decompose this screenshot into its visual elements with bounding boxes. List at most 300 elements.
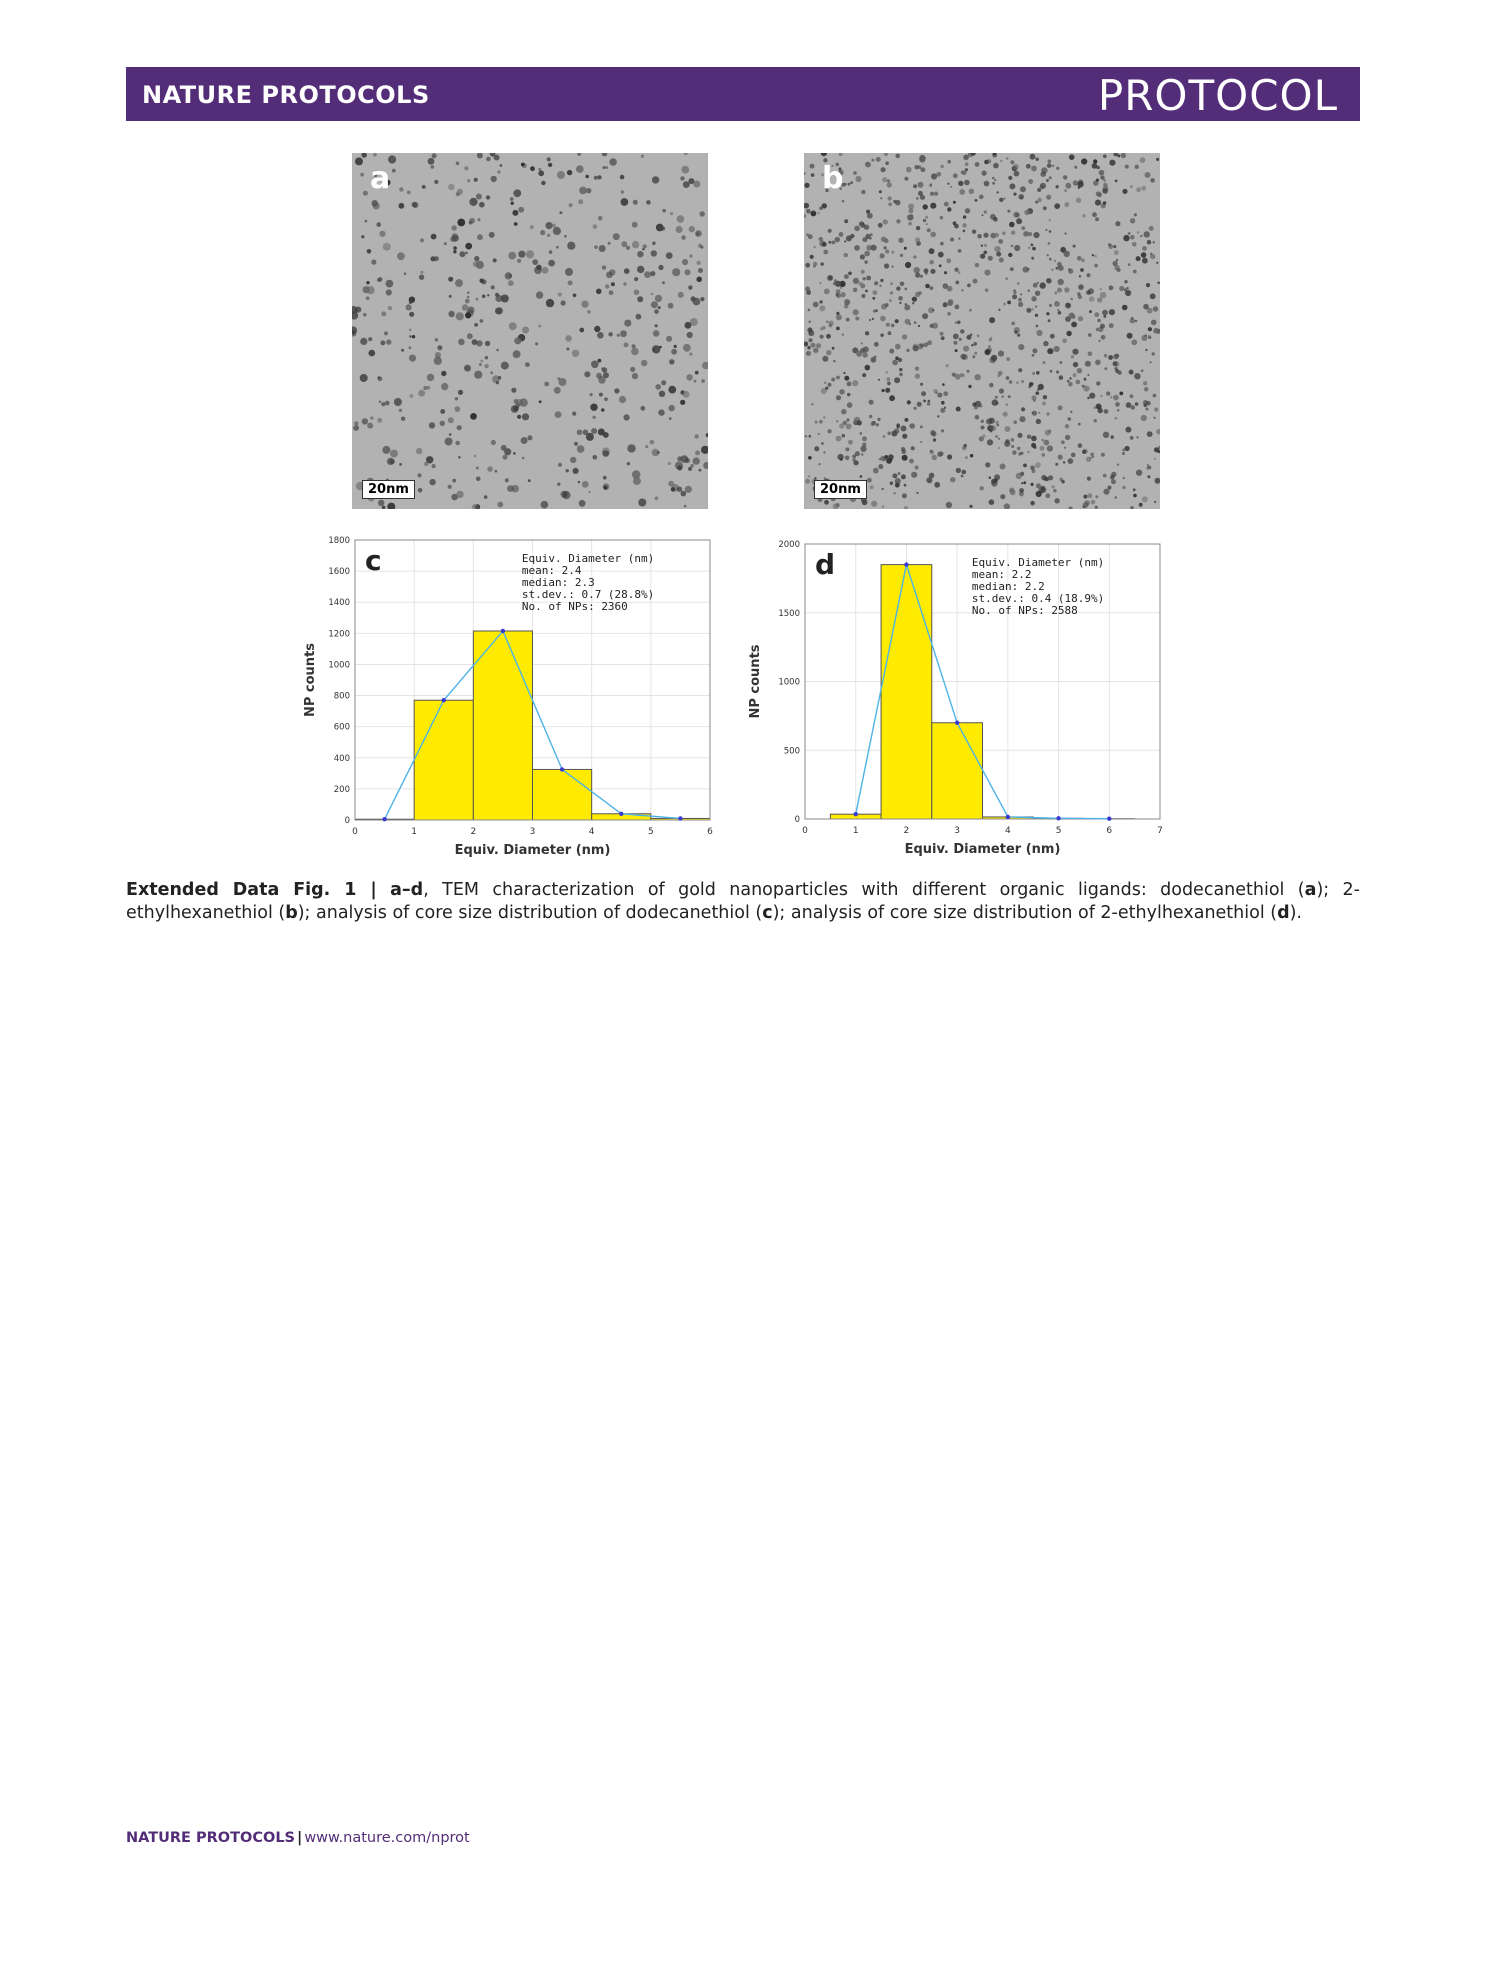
- nanoparticle-dot: [497, 170, 500, 173]
- nanoparticle-dot: [609, 290, 614, 295]
- nanoparticle-dot: [562, 491, 570, 499]
- nanoparticle-dot: [998, 239, 1003, 244]
- nanoparticle-dot: [1027, 435, 1031, 439]
- nanoparticle-dot: [1141, 186, 1146, 191]
- nanoparticle-dot: [448, 311, 454, 317]
- nanoparticle-dot: [1103, 179, 1106, 182]
- nanoparticle-dot: [1095, 360, 1101, 366]
- nanoparticle-dot: [605, 284, 609, 288]
- caption-ref-a: a: [1304, 880, 1317, 900]
- nanoparticle-dot: [678, 292, 684, 298]
- nanoparticle-dot: [505, 272, 512, 279]
- nanoparticle-dot: [1015, 212, 1020, 217]
- y-tick-label: 1800: [328, 536, 350, 546]
- nanoparticle-dot: [1117, 464, 1119, 466]
- nanoparticle-dot: [360, 173, 364, 177]
- scale-bar-b: 20nm: [814, 480, 867, 499]
- nanoparticle-dot: [824, 500, 829, 505]
- nanoparticle-dot: [902, 334, 907, 339]
- nanoparticle-dot: [638, 499, 646, 507]
- nanoparticle-dot: [1097, 192, 1102, 197]
- nanoparticle-dot: [353, 425, 359, 431]
- nanoparticle-dot: [1072, 349, 1078, 355]
- nanoparticle-dot: [423, 386, 427, 390]
- nanoparticle-dot: [467, 296, 470, 299]
- nanoparticle-dot: [387, 458, 394, 465]
- nanoparticle-dot: [1049, 304, 1052, 307]
- nanoparticle-dot: [963, 346, 969, 352]
- panel-label-d: d: [815, 548, 836, 581]
- nanoparticle-dot: [808, 234, 813, 239]
- nanoparticle-dot: [521, 437, 528, 444]
- nanoparticle-dot: [1114, 265, 1119, 270]
- nanoparticle-dot: [1136, 187, 1141, 192]
- nanoparticle-dot: [451, 494, 458, 501]
- nanoparticle-dot: [896, 423, 900, 427]
- nanoparticle-dot: [834, 279, 837, 282]
- nanoparticle-dot: [1031, 296, 1036, 301]
- nanoparticle-dot: [930, 260, 934, 264]
- nanoparticle-dot: [1115, 369, 1119, 373]
- nanoparticle-dot: [386, 289, 392, 295]
- nanoparticle-dot: [977, 234, 981, 238]
- nanoparticle-dot: [368, 337, 372, 341]
- nanoparticle-dot: [1108, 355, 1113, 360]
- nanoparticle-dot: [948, 299, 954, 305]
- nanoparticle-dot: [1136, 436, 1138, 438]
- nanoparticle-dot: [1048, 160, 1052, 164]
- nanoparticle-dot: [955, 281, 959, 285]
- nanoparticle-dot: [853, 288, 858, 293]
- nanoparticle-dot: [652, 176, 659, 183]
- nanoparticle-dot: [614, 388, 619, 393]
- nanoparticle-dot: [1152, 352, 1155, 355]
- nanoparticle-dot: [1113, 153, 1118, 156]
- nanoparticle-dot: [1140, 157, 1146, 163]
- x-tick-label: 4: [588, 827, 595, 837]
- nanoparticle-dot: [912, 297, 917, 302]
- nanoparticle-dot: [658, 265, 663, 270]
- nanoparticle-dot: [688, 285, 692, 289]
- nanoparticle-dot: [958, 249, 962, 253]
- nanoparticle-dot: [898, 472, 901, 475]
- nanoparticle-dot: [906, 167, 912, 173]
- nanoparticle-dot: [913, 255, 916, 258]
- nanoparticle-dot: [1026, 308, 1031, 313]
- nanoparticle-dot: [366, 281, 369, 284]
- nanoparticle-dot: [458, 339, 465, 346]
- nanoparticle-dot: [995, 435, 998, 438]
- nanoparticle-dot: [818, 433, 820, 435]
- page-footer: [126, 1830, 470, 1846]
- y-tick-label: 800: [333, 691, 350, 702]
- nanoparticle-dot: [432, 153, 437, 158]
- stats-line: mean: 2.4: [521, 564, 582, 577]
- nanoparticle-dot: [530, 225, 534, 229]
- nanoparticle-dot: [474, 371, 482, 379]
- nanoparticle-dot: [651, 301, 658, 308]
- nanoparticle-dot: [487, 466, 493, 472]
- nanoparticle-dot: [1047, 254, 1049, 256]
- nanoparticle-dot: [1109, 244, 1114, 249]
- nanoparticle-dot: [939, 264, 942, 267]
- nanoparticle-dot: [586, 188, 591, 193]
- nanoparticle-dot: [1021, 380, 1024, 383]
- nanoparticle-dot: [1059, 361, 1062, 364]
- nanoparticle-dot: [1096, 328, 1100, 332]
- nanoparticle-dot: [383, 243, 391, 251]
- nanoparticle-dot: [844, 219, 848, 223]
- nanoparticle-dot: [932, 455, 937, 460]
- nanoparticle-dot: [1069, 377, 1071, 379]
- nanoparticle-dot: [824, 289, 830, 295]
- nanoparticle-dot: [821, 388, 827, 394]
- nanoparticle-dot: [911, 472, 917, 478]
- nanoparticle-dot: [557, 483, 560, 486]
- stats-heading: Equiv. Diameter (nm): [971, 556, 1105, 569]
- nanoparticle-dot: [962, 171, 967, 176]
- nanoparticle-dot: [1035, 314, 1038, 317]
- nanoparticle-dot: [617, 334, 620, 337]
- nanoparticle-dot: [1013, 164, 1019, 170]
- nanoparticle-dot: [835, 237, 840, 242]
- nanoparticle-dot: [1018, 298, 1022, 302]
- nanoparticle-dot: [937, 415, 939, 417]
- nanoparticle-dot: [399, 463, 402, 466]
- nanoparticle-dot: [888, 331, 892, 335]
- nanoparticle-dot: [818, 463, 820, 465]
- nanoparticle-dot: [883, 435, 886, 438]
- nanoparticle-dot: [1056, 267, 1059, 270]
- nanoparticle-dot: [987, 439, 993, 445]
- nanoparticle-dot: [896, 219, 900, 223]
- nanoparticle-dot: [458, 390, 463, 395]
- nanoparticle-dot: [1032, 372, 1035, 375]
- nanoparticle-dot: [1126, 287, 1128, 289]
- nanoparticle-dot: [590, 393, 593, 396]
- nanoparticle-dot: [1103, 154, 1107, 158]
- distribution-point: [955, 721, 959, 725]
- nanoparticle-dot: [1125, 165, 1129, 169]
- nanoparticle-dot: [886, 323, 890, 327]
- nanoparticle-dot: [1049, 230, 1052, 233]
- nanoparticle-dot: [817, 212, 819, 214]
- nanoparticle-dot: [653, 330, 660, 337]
- nanoparticle-dot: [1049, 258, 1052, 261]
- nanoparticle-dot: [1036, 330, 1042, 336]
- nanoparticle-dot: [495, 470, 498, 473]
- nanoparticle-dot: [608, 332, 612, 336]
- stats-heading: Equiv. Diameter (nm): [521, 552, 655, 565]
- nanoparticle-dot: [453, 250, 456, 253]
- nanoparticle-dot: [1150, 178, 1155, 183]
- nanoparticle-dot: [627, 462, 630, 465]
- nanoparticle-dot: [1044, 477, 1049, 482]
- nanoparticle-dot: [489, 232, 495, 238]
- nanoparticle-dot: [677, 215, 685, 223]
- nanoparticle-dot: [1073, 245, 1076, 248]
- nanoparticle-dot: [902, 434, 907, 439]
- nanoparticle-dot: [565, 268, 573, 276]
- nanoparticle-dot: [1011, 322, 1015, 326]
- nanoparticle-dot: [602, 265, 606, 269]
- nanoparticle-dot: [946, 364, 949, 367]
- y-tick-label: 1600: [328, 567, 350, 578]
- nanoparticle-dot: [1058, 455, 1063, 460]
- nanoparticle-dot: [805, 263, 810, 268]
- nanoparticle-dot: [1023, 481, 1026, 484]
- distribution-point: [619, 812, 623, 816]
- nanoparticle-dot: [1085, 361, 1091, 367]
- nanoparticle-dot: [1027, 451, 1030, 454]
- nanoparticle-dot: [1045, 229, 1047, 231]
- distribution-point: [1107, 817, 1111, 821]
- nanoparticle-dot: [821, 262, 824, 265]
- nanoparticle-dot: [1050, 370, 1053, 373]
- nanoparticle-dot: [845, 447, 849, 451]
- nanoparticle-dot: [1090, 453, 1094, 457]
- nanoparticle-dot: [558, 463, 562, 467]
- nanoparticle-dot: [458, 456, 460, 458]
- nanoparticle-dot: [809, 338, 813, 342]
- nanoparticle-dot: [947, 207, 951, 211]
- nanoparticle-dot: [577, 430, 583, 436]
- nanoparticle-dot: [1131, 317, 1134, 320]
- nanoparticle-dot: [1077, 368, 1082, 373]
- nanoparticle-dot: [904, 247, 907, 250]
- nanoparticle-dot: [603, 166, 606, 169]
- nanoparticle-dot: [430, 256, 435, 261]
- nanoparticle-dot: [1045, 430, 1051, 436]
- nanoparticle-dot: [1153, 306, 1158, 311]
- nanoparticle-dot: [1108, 486, 1112, 490]
- panel-label-c: c: [365, 544, 382, 577]
- nanoparticle-dot: [380, 340, 385, 345]
- nanoparticle-dot: [822, 326, 826, 330]
- nanoparticle-dot: [1139, 503, 1143, 507]
- nanoparticle-dot: [1008, 176, 1012, 180]
- nanoparticle-dot: [496, 307, 503, 314]
- nanoparticle-dot: [1018, 344, 1024, 350]
- nanoparticle-dot: [1094, 312, 1099, 317]
- nanoparticle-dot: [929, 248, 935, 254]
- nanoparticle-dot: [1007, 301, 1011, 305]
- nanoparticle-dot: [836, 327, 840, 331]
- nanoparticle-dot: [845, 456, 850, 461]
- nanoparticle-dot: [990, 357, 996, 363]
- nanoparticle-dot: [824, 382, 826, 384]
- nanoparticle-dot: [996, 252, 1001, 257]
- histogram-bar: [473, 631, 532, 820]
- nanoparticle-dot: [1006, 157, 1008, 159]
- nanoparticle-dot: [899, 302, 902, 305]
- nanoparticle-dot: [1054, 260, 1056, 262]
- nanoparticle-dot: [988, 345, 990, 347]
- nanoparticle-dot: [485, 356, 488, 359]
- nanoparticle-dot: [448, 417, 454, 423]
- footer-url[interactable]: www.nature.com/nprot: [304, 1830, 470, 1846]
- nanoparticle-dot: [1064, 251, 1070, 257]
- nanoparticle-dot: [861, 270, 865, 274]
- nanoparticle-dot: [1123, 477, 1125, 479]
- tem-micrograph-a: [352, 153, 708, 509]
- nanoparticle-dot: [476, 467, 479, 470]
- nanoparticle-dot: [1067, 380, 1070, 383]
- nanoparticle-dot: [926, 223, 928, 225]
- nanoparticle-dot: [681, 235, 686, 240]
- nanoparticle-dot: [513, 452, 516, 455]
- nanoparticle-dot: [986, 419, 992, 425]
- nanoparticle-dot: [621, 241, 627, 247]
- nanoparticle-dot: [927, 402, 931, 406]
- nanoparticle-dot: [559, 378, 567, 386]
- nanoparticle-dot: [1058, 311, 1062, 315]
- nanoparticle-dot: [804, 342, 808, 347]
- nanoparticle-dot: [1040, 282, 1046, 288]
- nanoparticle-dot: [899, 368, 902, 371]
- nanoparticle-dot: [381, 402, 385, 406]
- nanoparticle-dot: [914, 165, 918, 169]
- nanoparticle-dot: [559, 211, 562, 214]
- nanoparticle-dot: [907, 400, 911, 404]
- nanoparticle-dot: [1110, 396, 1112, 398]
- nanoparticle-dot: [1054, 498, 1059, 503]
- nanoparticle-dot: [879, 285, 881, 287]
- nanoparticle-dot: [1064, 189, 1067, 192]
- nanoparticle-dot: [693, 457, 700, 464]
- nanoparticle-dot: [596, 289, 602, 295]
- nanoparticle-dot: [1141, 335, 1147, 341]
- nanoparticle-dot: [812, 210, 814, 212]
- nanoparticle-dot: [434, 180, 438, 184]
- nanoparticle-dot: [1142, 246, 1147, 251]
- nanoparticle-dot: [947, 183, 949, 185]
- nanoparticle-dot: [878, 464, 883, 469]
- nanoparticle-dot: [695, 450, 700, 455]
- nanoparticle-dot: [695, 230, 702, 237]
- nanoparticle-dot: [546, 299, 554, 307]
- nanoparticle-dot: [828, 229, 832, 233]
- nanoparticle-dot: [1006, 376, 1010, 380]
- nanoparticle-dot: [1021, 482, 1023, 484]
- nanoparticle-dot: [1096, 179, 1099, 182]
- nanoparticle-dot: [952, 373, 956, 377]
- nanoparticle-dot: [1130, 506, 1133, 509]
- nanoparticle-dot: [1018, 194, 1024, 200]
- nanoparticle-dot: [1076, 380, 1081, 385]
- nanoparticle-dot: [361, 235, 364, 238]
- nanoparticle-dot: [813, 348, 818, 353]
- nanoparticle-dot: [930, 183, 932, 185]
- nanoparticle-dot: [905, 262, 911, 268]
- nanoparticle-dot: [385, 401, 390, 406]
- nanoparticle-dot: [854, 226, 860, 232]
- nanoparticle-dot: [1109, 285, 1114, 290]
- nanoparticle-dot: [574, 442, 578, 446]
- nanoparticle-dot: [490, 371, 493, 374]
- nanoparticle-dot: [989, 317, 995, 323]
- nanoparticle-dot: [1134, 373, 1140, 379]
- nanoparticle-dot: [703, 462, 708, 469]
- nanoparticle-dot: [636, 314, 642, 320]
- nanoparticle-dot: [689, 353, 692, 356]
- nanoparticle-dot: [1012, 294, 1017, 299]
- nanoparticle-dot: [613, 233, 620, 240]
- nanoparticle-dot: [1041, 167, 1047, 173]
- x-tick-label: 7: [1157, 826, 1163, 836]
- nanoparticle-dot: [902, 493, 907, 498]
- nanoparticle-dot: [992, 399, 998, 405]
- nanoparticle-dot: [947, 454, 952, 459]
- nanoparticle-dot: [893, 492, 895, 494]
- nanoparticle-dot: [1145, 349, 1147, 351]
- nanoparticle-dot: [518, 251, 525, 258]
- nanoparticle-dot: [455, 397, 458, 400]
- nanoparticle-dot: [822, 242, 827, 247]
- nanoparticle-dot: [566, 348, 569, 351]
- nanoparticle-dot: [983, 251, 987, 255]
- nanoparticle-dot: [1109, 160, 1115, 166]
- nanoparticle-dot: [352, 311, 358, 319]
- nanoparticle-dot: [409, 335, 411, 337]
- nanoparticle-dot: [1141, 369, 1144, 372]
- nanoparticle-dot: [601, 408, 605, 412]
- stats-line: No. of NPs: 2588: [971, 604, 1078, 617]
- nanoparticle-dot: [1132, 242, 1137, 247]
- nanoparticle-dot: [579, 328, 584, 333]
- nanoparticle-dot: [602, 367, 607, 372]
- nanoparticle-dot: [1103, 432, 1109, 438]
- nanoparticle-dot: [1095, 255, 1097, 257]
- nanoparticle-dot: [1087, 397, 1089, 399]
- nanoparticle-dot: [387, 503, 395, 509]
- nanoparticle-dot: [930, 473, 934, 477]
- caption-text-2: ); 2-ethylhexanethiol (: [126, 880, 1360, 923]
- nanoparticle-dot: [404, 272, 407, 275]
- nanoparticle-dot: [1083, 495, 1087, 499]
- nanoparticle-dot: [1009, 488, 1014, 493]
- nanoparticle-dot: [861, 190, 865, 194]
- nanoparticle-dot: [962, 446, 966, 450]
- nanoparticle-dot: [621, 190, 624, 193]
- nanoparticle-dot: [898, 238, 903, 243]
- nanoparticle-dot: [1153, 241, 1155, 243]
- nanoparticle-dot: [864, 225, 869, 230]
- nanoparticle-dot: [598, 216, 603, 221]
- nanoparticle-dot: [804, 183, 809, 188]
- nanoparticle-dot: [874, 342, 879, 347]
- nanoparticle-dot: [1028, 290, 1030, 292]
- nanoparticle-dot: [902, 455, 908, 461]
- nanoparticle-dot: [1036, 325, 1039, 328]
- nanoparticle-dot: [922, 313, 928, 319]
- nanoparticle-dot: [457, 219, 465, 227]
- nanoparticle-dot: [887, 382, 891, 386]
- nanoparticle-dot: [1017, 433, 1022, 438]
- stats-line: median: 2.3: [521, 576, 595, 589]
- stats-line: mean: 2.2: [971, 568, 1032, 581]
- nanoparticle-dot: [819, 305, 825, 311]
- nanoparticle-dot: [386, 280, 394, 288]
- nanoparticle-dot: [409, 346, 412, 349]
- nanoparticle-dot: [913, 184, 917, 188]
- nanoparticle-dot: [988, 256, 993, 261]
- nanoparticle-dot: [1031, 443, 1036, 448]
- nanoparticle-dot: [541, 501, 549, 509]
- nanoparticle-dot: [1061, 480, 1064, 483]
- nanoparticle-dot: [1012, 450, 1016, 454]
- nanoparticle-dot: [1155, 478, 1161, 484]
